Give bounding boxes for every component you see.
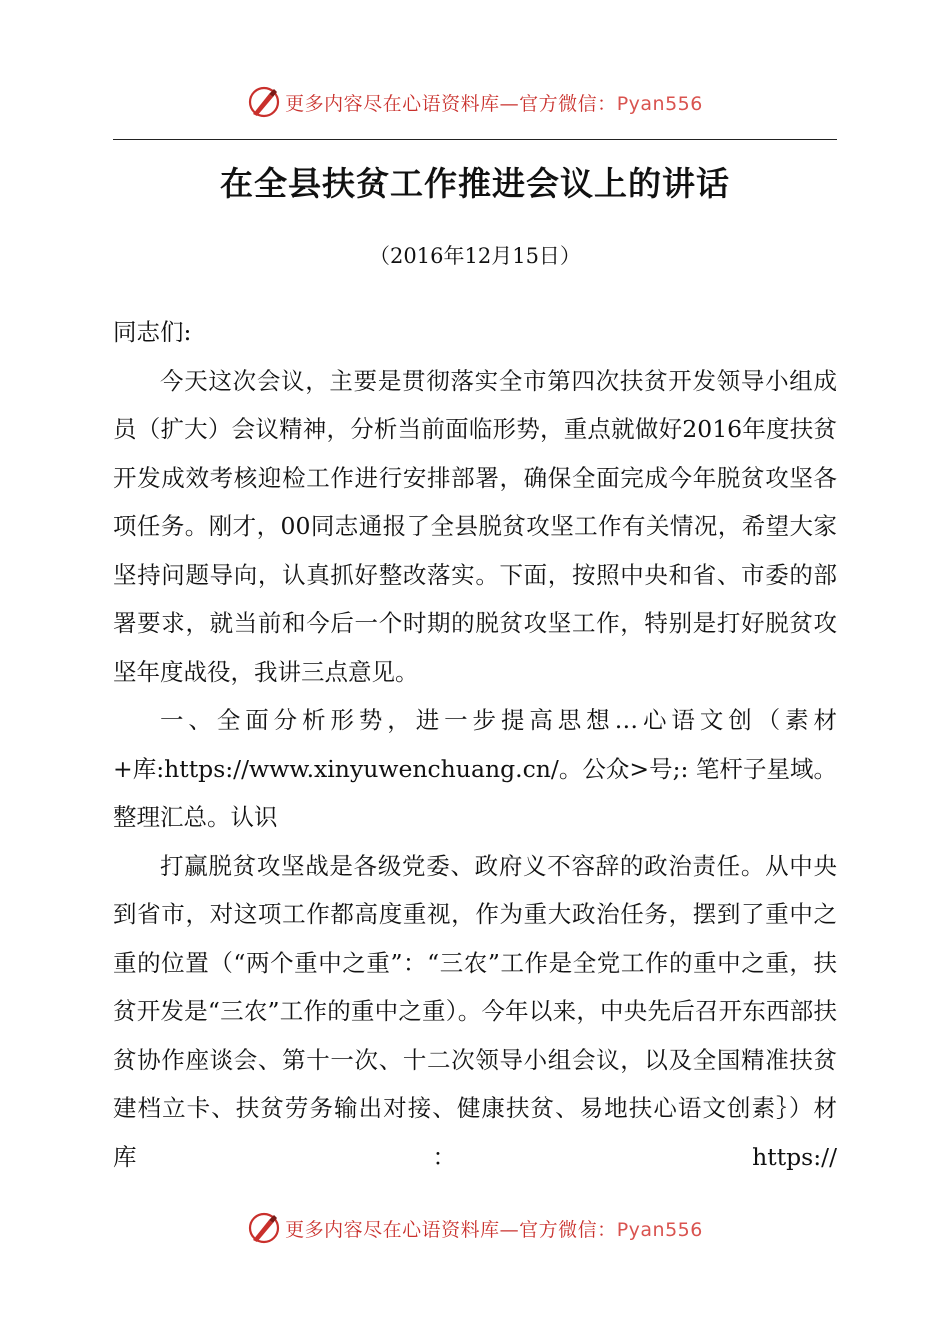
document-date: （2016年12月15日） (369, 244, 581, 268)
banner-dash: — (499, 92, 520, 115)
footer-banner (0, 1208, 950, 1248)
document-title: 在全县扶贫工作推进会议上的讲话 (220, 164, 730, 203)
paragraph: 今天这次会议，主要是贯彻落实全市第四次扶贫开发领导小组成员（扩大）会议精神，分析当前面临形势，重点就做好2016年度扶贫开发成效考核迎检工作进行安排部署，确保全面完成今年脱贫攻坚各项任务。刚才，00同志通报了全县脱贫攻坚工作有关情况，希望大家坚持问题导向，认真抓好整改落实。下面，按照中央和省、市委的部署要求，就当前和今后一个时期的脱贫攻坚工作，特别是打好脱贫攻坚年度战役，我讲三点意见。 (113, 366, 837, 686)
banner-dash: — (499, 1218, 520, 1241)
document-body (113, 308, 837, 1181)
header-banner (0, 82, 950, 122)
banner-wechat-id: Pyan556 (616, 1218, 703, 1241)
header-divider (113, 139, 837, 140)
banner-wechat-label: 官方微信： (519, 92, 617, 115)
salutation: 同志们: (113, 318, 192, 346)
paragraph: 打赢脱贫攻坚战是各级党委、政府义不容辞的政治责任。从中央到省市，对这项工作都高度重视，作为重大政治任务，摆到了重中之重的位置（“两个重中之重”：“三农”工作是全党工作的重中之重，扶贫开发是“三农”工作的重中之重）。今年以来，中央先后召开东西部扶贫协作座谈会、第十一次、十二次领导小组会议，以及全国精准扶贫建档立卡、扶贫劳务输出对接、健康扶贫、易地扶心语文创素｝）材库：https:// (113, 851, 837, 1171)
banner-wechat-label: 官方微信： (519, 1218, 617, 1241)
pen-logo-icon (247, 85, 281, 119)
banner-wechat-id: Pyan556 (616, 92, 703, 115)
banner-text: 更多内容尽在心语资料库 (285, 92, 500, 115)
pen-logo-icon (247, 1211, 281, 1245)
banner-text: 更多内容尽在心语资料库 (285, 1218, 500, 1241)
paragraph: 一、全面分析形势，进一步提高思想…心语文创（素材+库:https://www.xinyuwenchuang.cn/。公众>号;: 笔杆子星域。整理汇总。认识 (113, 706, 837, 831)
